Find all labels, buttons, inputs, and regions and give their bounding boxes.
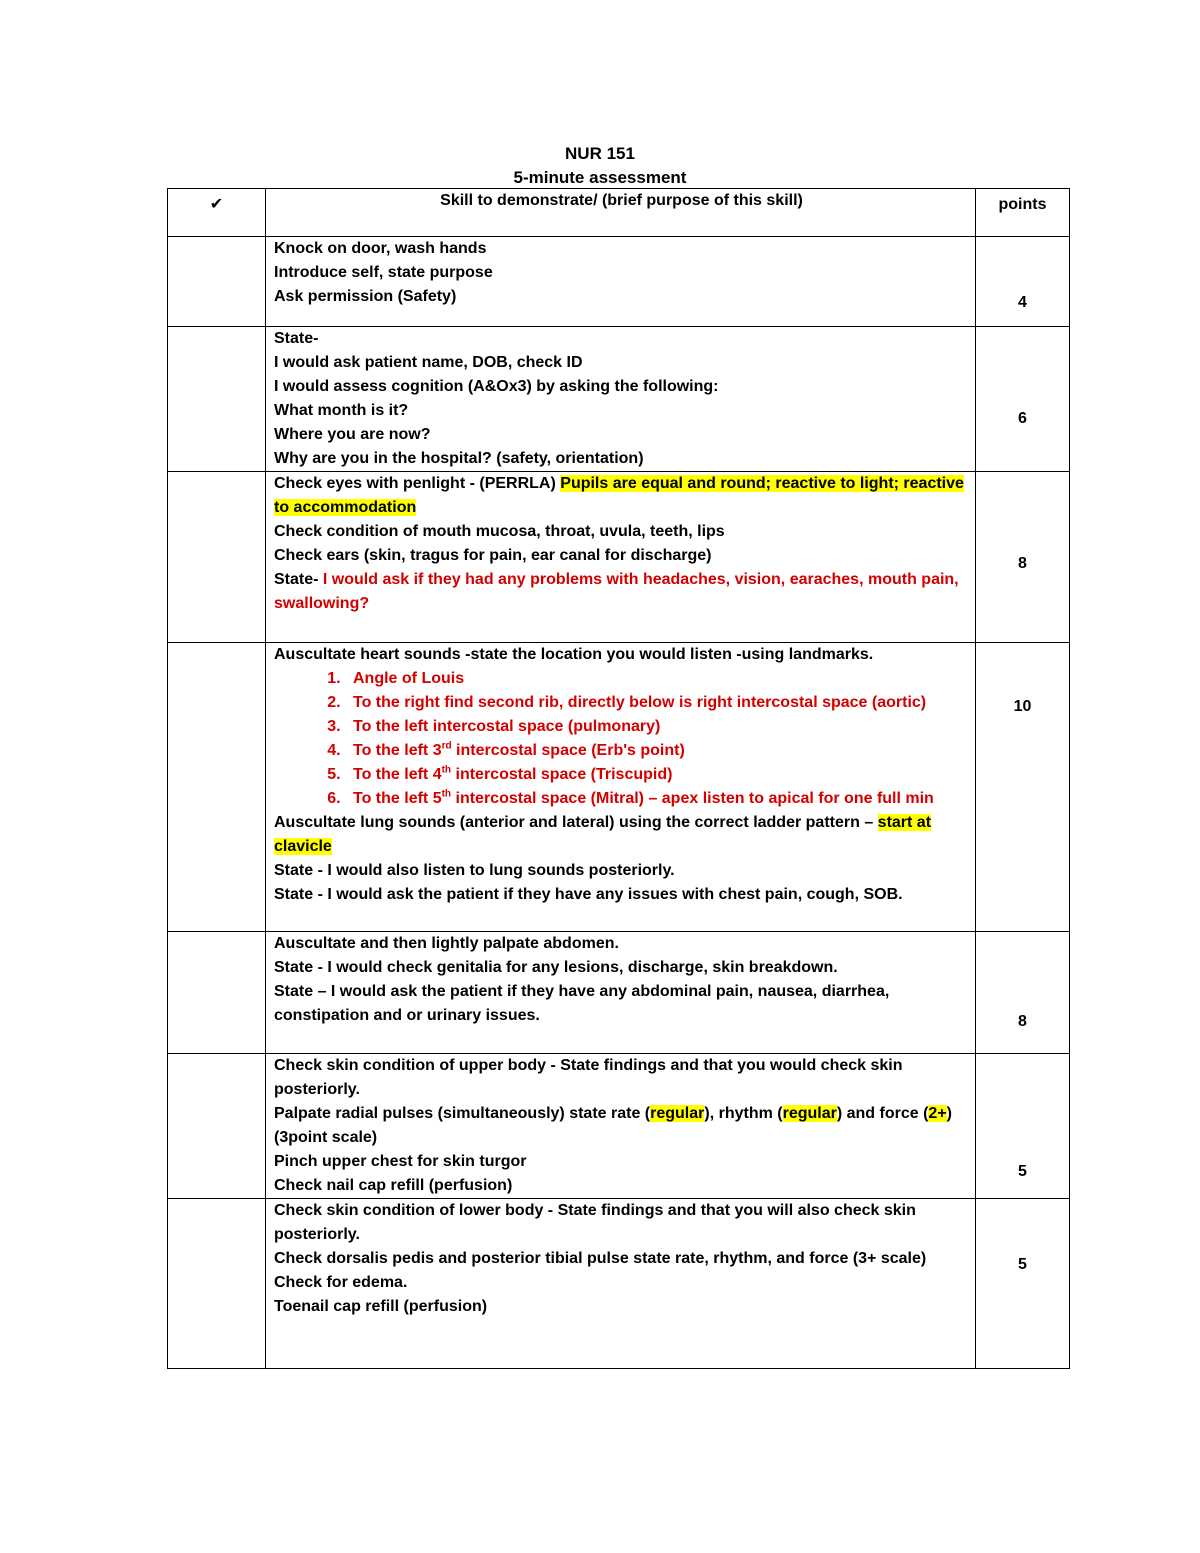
skill-line: Toenail cap refill (perfusion) [274, 1298, 488, 1315]
checkmark-icon: ✔ [209, 196, 224, 213]
skill-line: Check nail cap refill (perfusion) [274, 1177, 513, 1194]
points-value: 10 [1013, 698, 1032, 715]
force-highlight: 2+ [928, 1105, 947, 1122]
skill-line: Pinch upper chest for skin turgor [274, 1153, 527, 1170]
state-label: State- [274, 571, 323, 588]
skill-line: Check condition of mouth mucosa, throat, uvula, teeth, lips [274, 523, 725, 540]
eyes-text: Check eyes with penlight - (PERRLA) [274, 475, 561, 492]
state-red-text: I would ask if they had any problems with headaches, vision, earaches, mouth pain, swallowing? [274, 571, 959, 612]
points-cell [976, 472, 1070, 643]
points-cell [976, 932, 1070, 1054]
list-item: 6. To the left 5th intercostal space (Mitral) – apex listen to apical for one full min [345, 787, 969, 811]
list-item: 5. To the left 4th intercostal space (Triscupid) [345, 763, 969, 787]
skill-line: I would assess cognition (A&Ox3) by asking the following: [274, 378, 719, 395]
check-cell[interactable] [168, 1054, 266, 1199]
table-row [168, 472, 1070, 643]
skill-line: State- [274, 330, 319, 347]
heart-intro: Auscultate heart sounds -state the location you would listen -using landmarks. [274, 646, 874, 663]
skill-line: State - I would also listen to lung sounds posteriorly. [274, 862, 675, 879]
points-value: 4 [1018, 294, 1027, 311]
check-cell[interactable] [168, 237, 266, 327]
table-row [168, 327, 1070, 472]
points-value: 8 [1018, 1013, 1027, 1030]
pulse-line: Palpate radial pulses (simultaneously) state rate (regular), rhythm (regular) and force (2+) (3point scale) [274, 1105, 952, 1146]
points-cell [976, 1199, 1070, 1369]
skill-line: I would ask patient name, DOB, check ID [274, 354, 583, 371]
skill-cell [266, 1054, 976, 1199]
skill-cell [266, 932, 976, 1054]
course-title: NUR 151 [565, 144, 635, 163]
perrla-highlight: Pupils are equal and round; reactive to light; reactive to accommodation [274, 475, 964, 516]
points-cell [976, 237, 1070, 327]
skill-cell [266, 472, 976, 643]
points-header: points [976, 189, 1070, 237]
list-item: 4. To the left 3rd intercostal space (Erb's point) [345, 739, 969, 763]
skill-line: Auscultate and then lightly palpate abdomen. [274, 935, 619, 952]
lung-line [274, 811, 969, 859]
skill-cell [266, 1199, 976, 1369]
regular-rate-highlight: regular [650, 1105, 705, 1122]
check-cell[interactable] [168, 932, 266, 1054]
skill-line: What month is it? [274, 402, 409, 419]
check-cell[interactable] [168, 643, 266, 932]
skill-line: Check ears (skin, tragus for pain, ear canal for discharge) [274, 547, 712, 564]
skill-line: Check dorsalis pedis and posterior tibial pulse state rate, rhythm, and force (3+ scale) [274, 1250, 927, 1267]
points-value: 5 [1018, 1163, 1027, 1180]
skill-line: Check for edema. [274, 1274, 408, 1291]
list-item: 3. To the left intercostal space (pulmonary) [345, 715, 969, 739]
skill-line: State – I would ask the patient if they have any abdominal pain, nausea, diarrhea, constipation and or urinary issues. [274, 983, 890, 1024]
skill-cell [266, 327, 976, 472]
table-row [168, 1199, 1070, 1369]
skill-line: Check skin condition of lower body - State findings and that you will also check skin posteriorly. [274, 1202, 916, 1243]
check-cell[interactable] [168, 472, 266, 643]
lung-text: Auscultate lung sounds (anterior and lateral) using the correct ladder pattern – [274, 814, 878, 831]
skill-line: State - I would ask the patient if they have any issues with chest pain, cough, SOB. [274, 886, 903, 903]
check-header [168, 189, 266, 237]
table-row [168, 643, 1070, 932]
regular-rhythm-highlight: regular [782, 1105, 837, 1122]
skill-line: Check skin condition of upper body - State findings and that you would check skin posteriorly. [274, 1057, 903, 1098]
table-row [168, 1054, 1070, 1199]
points-value: 8 [1018, 555, 1027, 572]
heart-landmark-list [274, 667, 969, 811]
skill-line: State - I would check genitalia for any lesions, discharge, skin breakdown. [274, 959, 838, 976]
skill-line: Introduce self, state purpose [274, 264, 493, 281]
points-value: 5 [1018, 1256, 1027, 1273]
points-cell [976, 643, 1070, 932]
state-line [274, 568, 969, 616]
skill-line: Where you are now? [274, 426, 431, 443]
skills-table [167, 188, 1070, 1369]
points-cell [976, 1054, 1070, 1199]
table-row [168, 932, 1070, 1054]
list-item: 1. Angle of Louis [345, 667, 969, 691]
table-row [168, 237, 1070, 327]
assessment-subtitle: 5-minute assessment [513, 168, 687, 187]
skill-line: Ask permission (Safety) [274, 288, 457, 305]
points-cell [976, 327, 1070, 472]
list-item: 2. To the right find second rib, directly below is right intercostal space (aortic) [345, 691, 969, 715]
skill-line: Knock on door, wash hands [274, 240, 487, 257]
check-cell[interactable] [168, 327, 266, 472]
check-cell[interactable] [168, 1199, 266, 1369]
clavicle-highlight: start at clavicle [274, 814, 932, 855]
skill-header: Skill to demonstrate/ (brief purpose of this skill) [266, 189, 976, 237]
table-header-row [168, 189, 1070, 237]
skill-line: Why are you in the hospital? (safety, orientation) [274, 450, 644, 467]
skill-cell [266, 237, 976, 327]
skill-cell [266, 643, 976, 932]
points-value: 6 [1018, 410, 1027, 427]
eyes-line [274, 472, 969, 520]
